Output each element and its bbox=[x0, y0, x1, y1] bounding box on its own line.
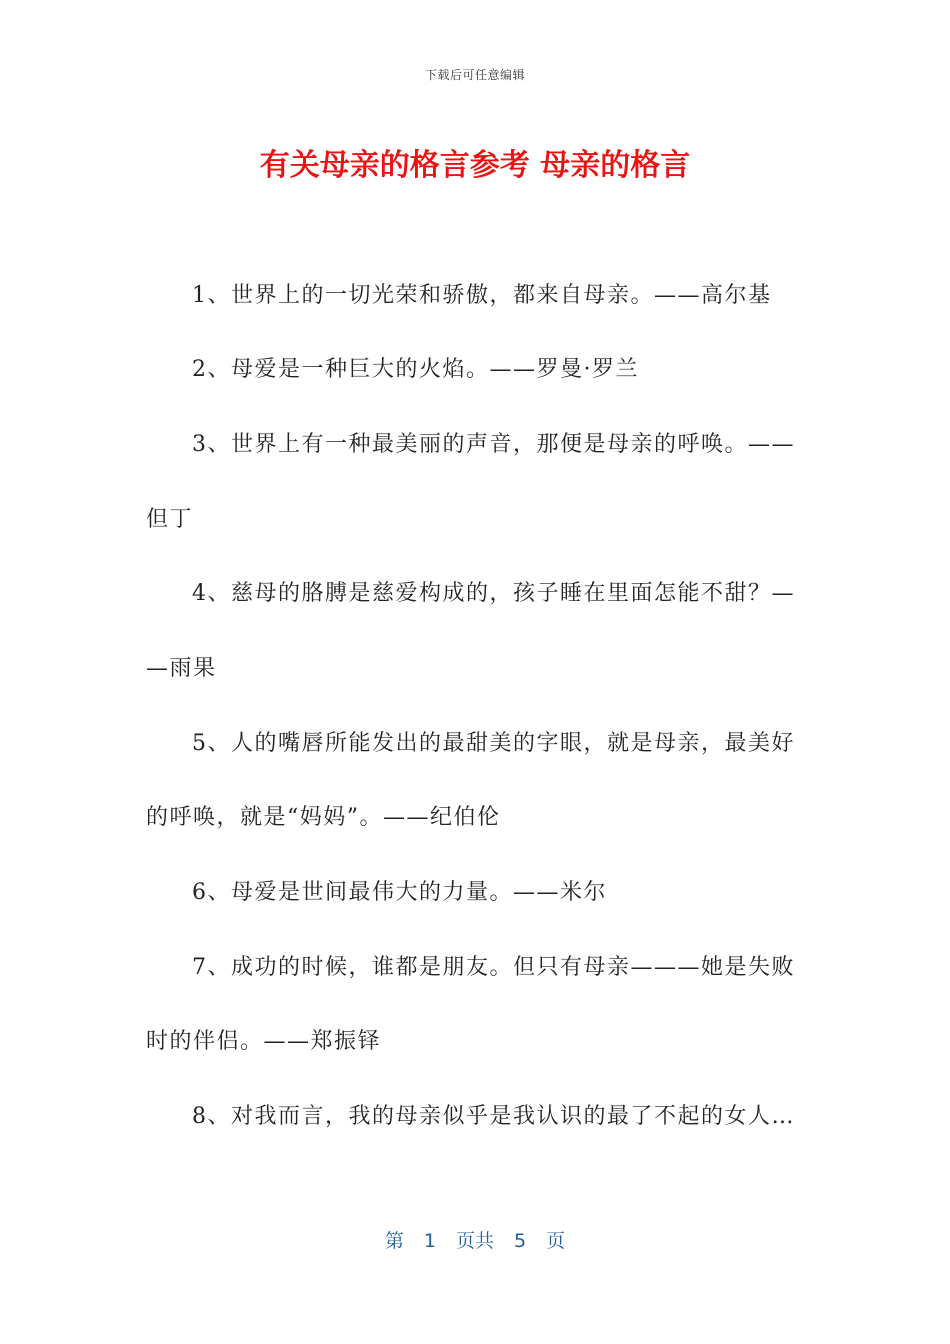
quote-line-continuation: 但丁 bbox=[146, 507, 194, 532]
quote-line: 8、对我而言，我的母亲似乎是我认识的最了不起的女人… bbox=[192, 1104, 795, 1129]
quote-line: 4、慈母的胳膊是慈爱构成的，孩子睡在里面怎能不甜？— bbox=[192, 581, 795, 606]
quote-line: 2、母爱是一种巨大的火焰。——罗曼·罗兰 bbox=[192, 357, 639, 382]
quote-line-continuation: 的呼唤，就是“妈妈”。——纪伯伦 bbox=[146, 805, 501, 830]
quote-line: 1、世界上的一切光荣和骄傲，都来自母亲。——高尔基 bbox=[192, 283, 772, 308]
quote-line: 3、世界上有一种最美丽的声音，那便是母亲的呼唤。—— bbox=[192, 432, 795, 457]
quote-line: 6、母爱是世间最伟大的力量。——米尔 bbox=[192, 880, 607, 905]
page-number-footer: 第 1 页共 5 页 bbox=[384, 1230, 566, 1252]
quote-line: 5、人的嘴唇所能发出的最甜美的字眼，就是母亲，最美好 bbox=[192, 731, 795, 756]
page-header-note: 下载后可任意编辑 bbox=[424, 68, 525, 82]
quote-line: 7、成功的时候，谁都是朋友。但只有母亲———她是失败 bbox=[192, 955, 795, 980]
document-title: 有关母亲的格言参考 母亲的格言 bbox=[259, 148, 691, 183]
quote-line-continuation: 时的伴侣。——郑振铎 bbox=[146, 1029, 382, 1054]
quote-line-continuation: —雨果 bbox=[146, 656, 217, 681]
